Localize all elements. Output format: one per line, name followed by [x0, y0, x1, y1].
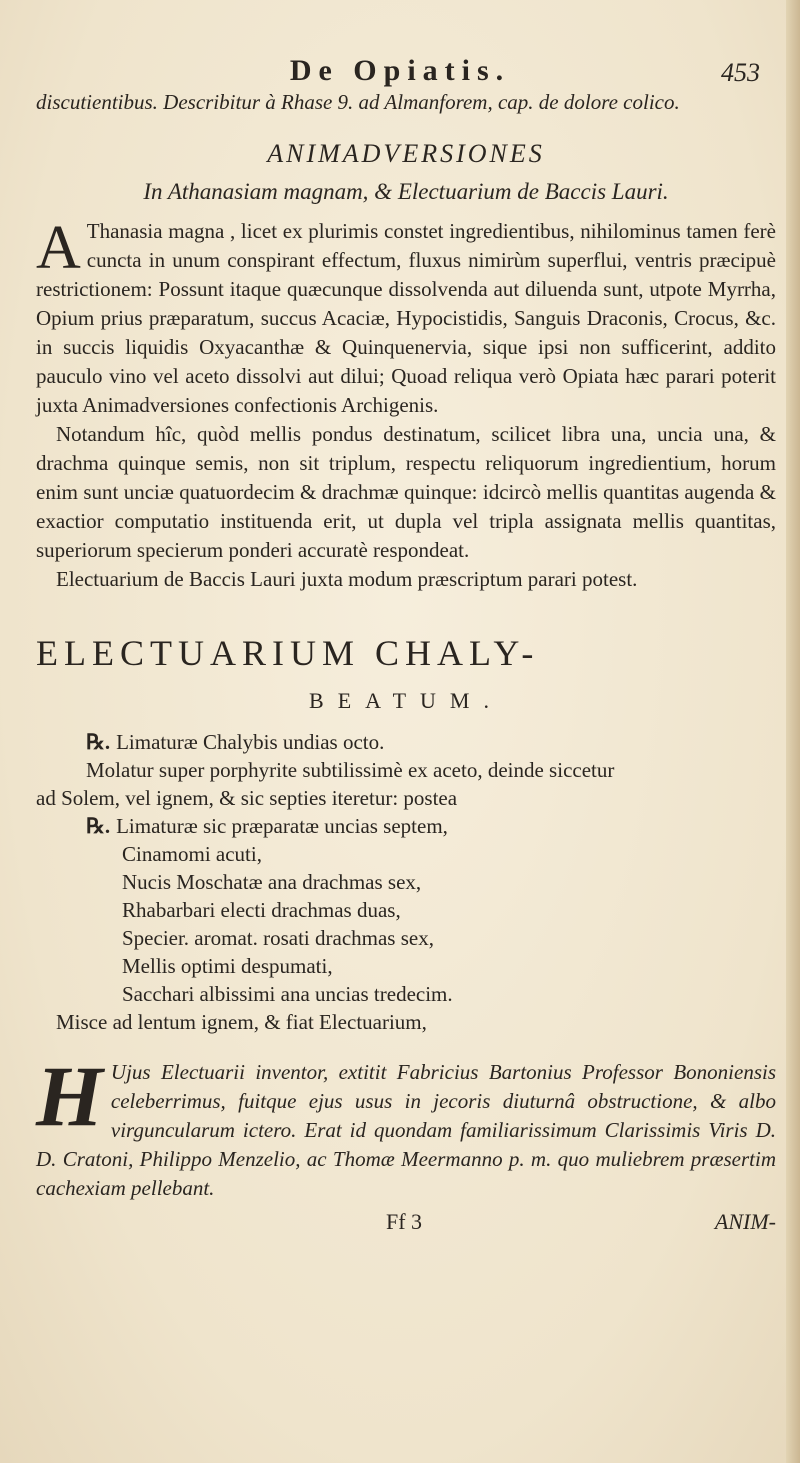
paragraph-1 [36, 214, 776, 420]
recipe-text: Nucis Moschatæ ana drachmas sex, [122, 870, 422, 894]
page-edge [786, 0, 800, 1463]
recipe-text: Sacchari albissimi ana uncias tredecim. [122, 982, 453, 1006]
continuation-text: discutientibus. Describitur à Rhase 9. ad Almanforem, cap. de dolore colico. [36, 90, 680, 114]
page-footer [36, 1209, 776, 1239]
page-number: 453 [721, 58, 760, 87]
recipe-text: Rhabarbari electi drachmas duas, [122, 898, 401, 922]
recipe-text: ad Solem, vel ignem, & sic septies iteretur: postea [36, 786, 458, 810]
drop-cap-h: H [36, 1048, 103, 1144]
section-heading: ANIMADVERSIONES [267, 139, 545, 168]
recipe-text: Mellis optimi despumati, [122, 954, 333, 978]
recipe-list [36, 728, 776, 1036]
recipe-line [36, 1008, 776, 1036]
recipe-line [36, 840, 776, 868]
electuarium-title: ELECTUARIUM CHALY- [36, 633, 540, 673]
recipe-symbol: ℞. [86, 814, 111, 838]
recipe-text: Limaturæ sic præparatæ uncias septem, [116, 814, 448, 838]
recipe-text: Limaturæ Chalybis undias octo. [116, 730, 385, 754]
header-title: De Opiatis. [289, 54, 511, 87]
recipe-line [36, 812, 776, 840]
recipe-line [36, 896, 776, 924]
running-header [0, 48, 800, 88]
recipe-line [36, 952, 776, 980]
electuarium-title-continued: BEATUM. [309, 688, 503, 713]
note-paragraph [36, 1048, 776, 1203]
recipe-line [36, 980, 776, 1008]
paragraph-1-text: Thanasia magna , licet ex plurimis constet ingredientibus, nihilominus tamen ferè cuncta in unum conspirant effectum, fluxus nimirùm superflui, ventris præcipuè restrictionem: Possunt itaque quæcunque dissolvenda aut diluenda sunt, utpote Myrrha, Opium prius præparatum, succus Acaciæ, Hypocistidis, Sanguis Draconis, Crocus, &c. in succis liquidis Oxyacanthæ & Quinquenervia, sique ipsi non sufficerint, addito pauculo vino vel aceto dissolvi aut dilui; Quoad reliqua verò Opiata hæc parari poterit juxta Animadversiones confectionis Archigenis. [36, 219, 776, 417]
recipe-symbol: ℞. [86, 730, 111, 754]
paragraph-2: Notandum hîc, quòd mellis pondus destinatum, scilicet libra una, uncia una, & drachma quinque semis, non sit triplum, respectu reliquorum ingredientium, horum enim sunt unciæ quatuordecim & drachmæ quinque: idcircò mellis quantitas augenda & exactior computatio instituenda erit, ut dupla vel tripla assignata mellis quantitas, superiorum specierum ponderi accuratè respondeat. [36, 422, 776, 562]
recipe-line [36, 924, 776, 952]
recipe-line [36, 868, 776, 896]
catchword: ANIM- [714, 1209, 776, 1234]
recipe-text: Specier. aromat. rosati drachmas sex, [122, 926, 434, 950]
signature-mark: Ff 3 [386, 1209, 423, 1234]
recipe-line [36, 728, 776, 756]
page-content [36, 88, 776, 1239]
recipe-text: Misce ad lentum ignem, & fiat Electuarium, [56, 1010, 427, 1034]
note-text: Ujus Electuarii inventor, extitit Fabricius Bartonius Professor Bononiensis celeberrimus, fuitque ejus usus in jecoris diuturnâ obstructione, & albo virguncularum ictero. Erat id quondam familiarissimum Clarissimis Viris D. D. Cratoni, Philippo Menzelio, ac Thomæ Meermanno p. m. quo muliebrem præsertim cachexiam pellebant. [36, 1060, 776, 1200]
drop-cap-a: A [36, 214, 81, 282]
recipe-line [36, 756, 776, 784]
recipe-text: Molatur super porphyrite subtilissimè ex aceto, deinde siccetur [86, 758, 615, 782]
paragraph-3: Electuarium de Baccis Lauri juxta modum præscriptum parari potest. [56, 567, 638, 591]
recipe-text: Cinamomi acuti, [122, 842, 262, 866]
section-subheading: In Athanasiam magnam, & Electuarium de Baccis Lauri. [143, 179, 669, 204]
recipe-line [36, 784, 776, 812]
